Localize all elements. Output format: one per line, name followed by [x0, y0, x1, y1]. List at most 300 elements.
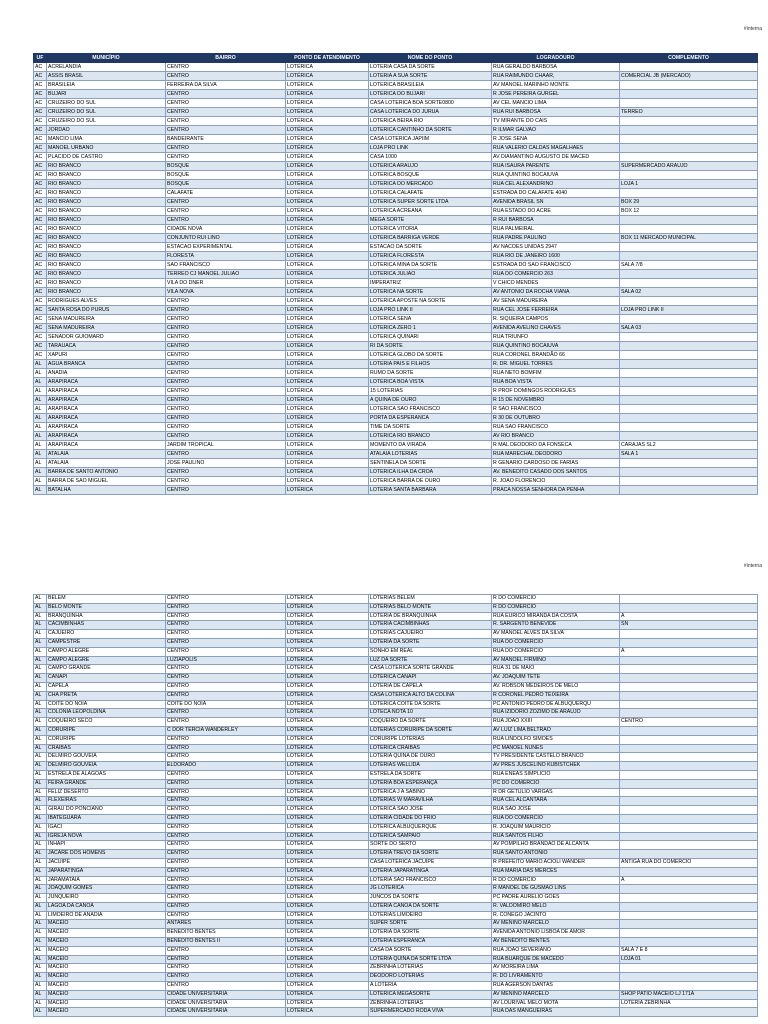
table-cell: AL — [34, 911, 47, 920]
table-cell: TV MIRANTE DO CAIS — [492, 117, 620, 126]
table-cell: RUA RUI BARBOSA — [492, 108, 620, 117]
table-cell: CENTRO — [166, 342, 286, 351]
table-cell: LOTERIA ESPERANCA — [369, 938, 492, 947]
table-cell: AV MANOEL FIRMINO — [492, 656, 620, 665]
table-cell: LOTERICA RIO BRANCO — [369, 432, 492, 441]
table-cell: LOTERICA BOSQUE — [369, 171, 492, 180]
table-cell: AV PRES JUSCELINO KUBISTCHEK — [492, 762, 620, 771]
table-cell: MACEIO — [47, 946, 166, 955]
table-cell: AV MENINO MARCELO — [492, 920, 620, 929]
table-cell: AL — [34, 387, 47, 396]
table-cell: AL — [34, 850, 47, 859]
table-cell: V CHICO MENDES — [492, 279, 620, 288]
table-cell: ANADIA — [47, 369, 166, 378]
table-cell: AL — [34, 788, 47, 797]
table-cell: TARAUACA — [47, 342, 166, 351]
table-cell: LOTERICA DO BUJARI — [369, 90, 492, 99]
table-cell: RIO BRANCO — [47, 243, 166, 252]
table-cell: CENTRO — [166, 832, 286, 841]
table-cell: LOTÉRICA — [286, 647, 369, 656]
table-cell: MACEIO — [47, 1008, 166, 1017]
table-cell: BATALHA — [47, 486, 166, 495]
table-cell: SAO FRANCISCO — [166, 261, 286, 270]
table-cell: RUA IZIDORIO ZOZIMO DE ARAUJO — [492, 709, 620, 718]
table-cell: XAPURI — [47, 351, 166, 360]
table-cell: BRASILEIA — [47, 81, 166, 90]
table-cell: LOTÉRICA — [286, 63, 369, 72]
table-cell: CENTRO — [166, 99, 286, 108]
table-cell — [620, 726, 758, 735]
table-cell: LUZ DA SORTE — [369, 656, 492, 665]
table-cell: DEODORO LOTERIAS — [369, 973, 492, 982]
table-cell: R ILMAR GALVAO — [492, 126, 620, 135]
table-cell: CENTRO — [166, 770, 286, 779]
table-row — [34, 414, 758, 423]
table-cell: AL — [34, 726, 47, 735]
table-cell: CENTRO — [166, 207, 286, 216]
table-cell: SN — [620, 621, 758, 630]
table-cell: LOTERIAS LIMOEIRO — [369, 911, 492, 920]
table-cell: AL — [34, 753, 47, 762]
table-cell: RUA SANTOS FILHO — [492, 832, 620, 841]
table-cell: AL — [34, 682, 47, 691]
table-cell: AC — [34, 63, 47, 72]
table-cell: AV POMPILHO BRANDAO DE ALCANTA — [492, 841, 620, 850]
table-body — [34, 63, 758, 495]
table-cell: ESTRELA DA SORTE — [369, 770, 492, 779]
table-cell: CENTRO — [166, 198, 286, 207]
table-cell: CRAIBAS — [47, 744, 166, 753]
table-cell: BANDEIRANTE — [166, 135, 286, 144]
table-cell: CASA DA SORTE — [369, 946, 492, 955]
table-cell: CASA LOTERICA DO JURUA — [369, 108, 492, 117]
table-cell: AC — [34, 297, 47, 306]
table-cell: R 30 DE OUTUBRO — [492, 414, 620, 423]
table-row — [34, 225, 758, 234]
table-cell: SALA 03 — [620, 324, 758, 333]
table-cell: LOTÉRICA — [286, 378, 369, 387]
table-row — [34, 806, 758, 815]
table-cell: RUA CORONEL BRANDÃO 66 — [492, 351, 620, 360]
table-cell: AC — [34, 135, 47, 144]
table-cell: LOTÉRICA — [286, 973, 369, 982]
table-cell: LOTÉRICA — [286, 126, 369, 135]
table-cell: LOTÉRICA — [286, 823, 369, 832]
table-row — [34, 387, 758, 396]
table-cell — [620, 788, 758, 797]
table-cell: AC — [34, 252, 47, 261]
table-cell: MACEIO — [47, 964, 166, 973]
table-cell — [620, 753, 758, 762]
table-cell: C DOR TERCIA WANDERLEY — [166, 726, 286, 735]
table-cell: LOTERIA DA SORTE — [369, 929, 492, 938]
table-cell: COITE DO NOIA — [47, 700, 166, 709]
table-cell: AC — [34, 72, 47, 81]
table-row — [34, 486, 758, 495]
table-cell: AV BENEDITO BENTES — [492, 938, 620, 947]
table-cell: LOTÉRICA — [286, 297, 369, 306]
table-row — [34, 306, 758, 315]
table-cell — [620, 902, 758, 911]
table-cell — [620, 126, 758, 135]
table-cell: BOX 12 — [620, 207, 758, 216]
table-row — [34, 832, 758, 841]
points-table-page-2 — [33, 594, 758, 1017]
table-cell: LOTERICA ILHA DA CROA — [369, 468, 492, 477]
table-cell: AC — [34, 306, 47, 315]
table-cell: LOTÉRICA — [286, 612, 369, 621]
table-cell: AVENIDA BRASIL SN — [492, 198, 620, 207]
table-cell: AGUA BRANCA — [47, 360, 166, 369]
table-cell: CENTRO — [166, 779, 286, 788]
table-cell: RIO BRANCO — [47, 198, 166, 207]
table-cell: DELMIRO GOUVEIA — [47, 753, 166, 762]
table-cell: ESTRADA DO SAO FRANCISCO — [492, 261, 620, 270]
table-cell: AL — [34, 823, 47, 832]
table-row — [34, 841, 758, 850]
table-cell: RIO BRANCO — [47, 207, 166, 216]
table-row — [34, 72, 758, 81]
table-cell: AL — [34, 459, 47, 468]
table-row — [34, 441, 758, 450]
table-cell: CORURIPE LOTERIAS — [369, 735, 492, 744]
table-row — [34, 779, 758, 788]
table-row — [34, 180, 758, 189]
table-cell: AC — [34, 81, 47, 90]
table-cell: LOTERIA DA SORTE — [369, 638, 492, 647]
table-cell: RUA JOAO XXIII — [492, 718, 620, 727]
table-cell — [620, 779, 758, 788]
table-cell: AC — [34, 198, 47, 207]
classification-label: #interna — [743, 563, 762, 569]
table-cell: R CORONEL PEDRO TEIXEIRA — [492, 691, 620, 700]
table-cell: FLORESTA — [166, 252, 286, 261]
table-cell: SENA MADUREIRA — [47, 315, 166, 324]
table-cell: LOTÉRICA — [286, 90, 369, 99]
table-cell: AC — [34, 207, 47, 216]
table-cell: TERREO CJ MANOEL JULIAO — [166, 270, 286, 279]
table-cell: AV. JOAQUIM TETE — [492, 674, 620, 683]
table-cell: LOTERIA CANOA DA SORTE — [369, 902, 492, 911]
table-cell: RUA CEL ALCANTARA — [492, 797, 620, 806]
table-cell: RUA SANTO ANTONIO — [492, 850, 620, 859]
table-cell: R RUI BARBOSA — [492, 216, 620, 225]
table-cell: R. SIQUEIRA CAMPOS — [492, 315, 620, 324]
table-cell: CASA LOTERICA BOA SORTE0800 — [369, 99, 492, 108]
table-cell — [620, 189, 758, 198]
table-cell: BARRA DE SANTO ANTONIO — [47, 468, 166, 477]
table-cell: CACIMBINHAS — [47, 621, 166, 630]
table-cell: LOTERIA CACIMBINHAS — [369, 621, 492, 630]
table-cell: LAGOA DA CANOA — [47, 902, 166, 911]
table-cell: LOTÉRICA — [286, 225, 369, 234]
table-cell: LOTÉRICA — [286, 691, 369, 700]
table-cell: LOTERIA DE CAPELA — [369, 682, 492, 691]
table-row — [34, 315, 758, 324]
table-cell: LOTÉRICA — [286, 369, 369, 378]
table-row — [34, 762, 758, 771]
table-cell: AL — [34, 647, 47, 656]
table-cell — [620, 477, 758, 486]
table-row — [34, 234, 758, 243]
table-cell: CIDADE UNIVERSITARIA — [166, 999, 286, 1008]
table-row — [34, 153, 758, 162]
table-cell: AL — [34, 656, 47, 665]
table-cell: ARAPIRACA — [47, 396, 166, 405]
table-cell: LOTÉRICA — [286, 718, 369, 727]
table-cell: CENTRO — [166, 841, 286, 850]
table-row — [34, 216, 758, 225]
table-cell: RIO BRANCO — [47, 162, 166, 171]
table-row — [34, 823, 758, 832]
table-cell: CENTRO — [166, 595, 286, 604]
table-cell: RODRIGUES ALVES — [47, 297, 166, 306]
table-cell: LOTÉRICA — [286, 876, 369, 885]
table-cell: AC — [34, 144, 47, 153]
table-cell — [620, 369, 758, 378]
table-row — [34, 867, 758, 876]
table-cell — [620, 279, 758, 288]
table-cell: LOTERICA ARAUJO — [369, 162, 492, 171]
table-row — [34, 850, 758, 859]
table-cell: AL — [34, 423, 47, 432]
table-cell: ARAPIRACA — [47, 378, 166, 387]
table-cell: LOTERIAS WELLIDA — [369, 762, 492, 771]
table-cell: CENTRO — [166, 867, 286, 876]
table-cell: CHA PRETA — [47, 691, 166, 700]
table-cell: CENTRO — [166, 369, 286, 378]
table-cell: LOTERICA JULIAO — [369, 270, 492, 279]
table-cell: ARAPIRACA — [47, 441, 166, 450]
table-row — [34, 360, 758, 369]
table-cell: CAPELA — [47, 682, 166, 691]
table-cell: PC PADRE AURELIO GOES — [492, 894, 620, 903]
table-cell: LOTÉRICA — [286, 885, 369, 894]
table-cell: CASA LOTERICA ALTO DA COLINA — [369, 691, 492, 700]
table-cell: ARAPIRACA — [47, 387, 166, 396]
table-cell: AV RIO BRANCO — [492, 432, 620, 441]
table-cell — [620, 387, 758, 396]
table-cell: SHOP PATIO MACEIO LJ 171A — [620, 990, 758, 999]
table-cell — [620, 1008, 758, 1017]
table-cell — [620, 252, 758, 261]
table-header — [34, 54, 758, 63]
table-cell — [620, 850, 758, 859]
table-row — [34, 990, 758, 999]
table-cell: MEGA SORTE — [369, 216, 492, 225]
table-cell: R. JOAO FLORENCIO — [492, 477, 620, 486]
table-cell: R. DR. MIGUEL TORRES — [492, 360, 620, 369]
table-cell — [620, 735, 758, 744]
table-cell: VILA NOVA — [166, 288, 286, 297]
table-cell — [620, 486, 758, 495]
table-cell: CENTRO — [166, 351, 286, 360]
table-cell: SUPERMERCADO ARAUJO — [620, 162, 758, 171]
table-cell: LOTÉRICA — [286, 117, 369, 126]
table-cell — [620, 595, 758, 604]
table-cell: LOTÉRICA — [286, 753, 369, 762]
table-cell: CENTRO — [166, 432, 286, 441]
table-cell: LOTERICA CANTINHO DA SORTE — [369, 126, 492, 135]
table-row — [34, 423, 758, 432]
table-cell — [620, 744, 758, 753]
table-cell: LOTERICA SENA — [369, 315, 492, 324]
table-cell: SALA 7 E 8 — [620, 946, 758, 955]
table-cell: RUA DAS MANGUEIRAS — [492, 1008, 620, 1017]
table-cell: AV DIAMANTINO AUGUSTO DE MACED — [492, 153, 620, 162]
table-cell: LOTERIA SAO FRANCISCO — [369, 876, 492, 885]
table-cell: LOTERICA SAO FRANCISCO — [369, 405, 492, 414]
table-cell: SENADOR GUIOMARD — [47, 333, 166, 342]
table-cell: AL — [34, 858, 47, 867]
table-cell: RUA VALERIO CALDAS MAGALHAES — [492, 144, 620, 153]
table-cell: RUMO DA SORTE — [369, 369, 492, 378]
table-cell: AC — [34, 315, 47, 324]
table-cell: LOTERICA NA SORTE — [369, 288, 492, 297]
table-cell: AV LUIZ LIMA BELTRAO — [492, 726, 620, 735]
table-cell: LOTÉRICA — [286, 432, 369, 441]
table-cell: LOTÉRICA — [286, 135, 369, 144]
table-cell: CENTRO — [166, 885, 286, 894]
table-cell: RUA ESTADO DO ACRE — [492, 207, 620, 216]
table-cell: AL — [34, 735, 47, 744]
table-cell: CAMPO ALEGRE — [47, 656, 166, 665]
table-row — [34, 297, 758, 306]
table-cell: AC — [34, 261, 47, 270]
table-cell: CENTRO — [166, 63, 286, 72]
table-cell: AL — [34, 894, 47, 903]
table-row — [34, 81, 758, 90]
table-cell: COQUEIRO DA SORTE — [369, 718, 492, 727]
table-cell: LOTERICA QUINARI — [369, 333, 492, 342]
table-row — [34, 468, 758, 477]
table-cell — [620, 414, 758, 423]
table-cell: AL — [34, 621, 47, 630]
table-row — [34, 911, 758, 920]
table-row — [34, 342, 758, 351]
table-cell: 15 LOTERIAS — [369, 387, 492, 396]
table-cell: AVENIDA ANTONIO LISBOA DE AMOR — [492, 929, 620, 938]
table-cell: LOTERIA A SUA SORTE — [369, 72, 492, 81]
table-cell: JACARE DOS HOMENS — [47, 850, 166, 859]
table-cell: CENTRO — [166, 117, 286, 126]
table-cell: LIMOEIRO DE ANADIA — [47, 911, 166, 920]
table-row — [34, 252, 758, 261]
table-cell: JG LOTERICA — [369, 885, 492, 894]
table-cell — [620, 894, 758, 903]
table-cell: PC DO COMERCIO — [492, 779, 620, 788]
table-cell: JARAMATAIA — [47, 876, 166, 885]
table-cell: RUA JOAO SEVERIANO — [492, 946, 620, 955]
table-row — [34, 207, 758, 216]
table-cell: AC — [34, 279, 47, 288]
table-cell: LOTÉRICA — [286, 920, 369, 929]
table-cell: CENTRO — [166, 324, 286, 333]
table-cell: AL — [34, 450, 47, 459]
table-cell — [620, 297, 758, 306]
table-cell: FLEXEIRAS — [47, 797, 166, 806]
table-cell: CENTRO — [166, 108, 286, 117]
table-cell: MOMENTO DA VIRADA — [369, 441, 492, 450]
table-row — [34, 656, 758, 665]
table-cell: LOTÉRICA — [286, 180, 369, 189]
table-cell: AL — [34, 876, 47, 885]
table-cell: LOTÉRICA — [286, 252, 369, 261]
table-cell: CAMPESTRE — [47, 638, 166, 647]
table-cell: LOTERICA ACREANA — [369, 207, 492, 216]
table-cell: CENTRO — [166, 153, 286, 162]
table-cell: CENTRO — [620, 718, 758, 727]
table-cell — [620, 806, 758, 815]
table-cell: RUA CEL ALEXANDRINO — [492, 180, 620, 189]
table-cell: LOTERICA MEGASORTE — [369, 990, 492, 999]
table-cell: LOTÉRICA — [286, 744, 369, 753]
table-cell: LOTÉRICA — [286, 630, 369, 639]
table-cell: RUA PALMEIRAL — [492, 225, 620, 234]
table-cell: LOTÉRICA — [286, 72, 369, 81]
table-cell: AL — [34, 867, 47, 876]
table-cell — [620, 638, 758, 647]
classification-label: #interna — [743, 26, 762, 32]
table-cell: CENTRO — [166, 850, 286, 859]
table-cell: JACUIPE — [47, 858, 166, 867]
table-cell: A — [620, 612, 758, 621]
table-row — [34, 63, 758, 72]
table-cell: LOTÉRICA — [286, 990, 369, 999]
table-cell: LOTÉRICA — [286, 306, 369, 315]
table-cell: RUA SAO FRANCISCO — [492, 423, 620, 432]
table-row — [34, 378, 758, 387]
table-cell: R. JOAQUIM MAURICIO — [492, 823, 620, 832]
table-cell: LOJA PRO LINK II — [620, 306, 758, 315]
table-cell: CENTRO — [166, 647, 286, 656]
table-cell: RUA DO COMERCIO 263 — [492, 270, 620, 279]
table-cell: MACEIO — [47, 920, 166, 929]
table-cell: CENTRO — [166, 477, 286, 486]
table-row — [34, 108, 758, 117]
table-cell: CASA LOTERICA JAPIIM — [369, 135, 492, 144]
table-cell: AV SENA MADUREIRA — [492, 297, 620, 306]
table-cell — [620, 885, 758, 894]
table-cell — [620, 81, 758, 90]
table-cell: LOTÉRICA — [286, 735, 369, 744]
table-cell: MACEIO — [47, 999, 166, 1008]
table-cell: LOTERICA SAO JOSE — [369, 806, 492, 815]
table-cell: LOTECA NOTA 10 — [369, 709, 492, 718]
table-cell: AV MANOEL MARINHO MONTE — [492, 81, 620, 90]
table-cell: LOTÉRICA — [286, 216, 369, 225]
table-cell — [620, 135, 758, 144]
table-cell: CAMPO GRANDE — [47, 665, 166, 674]
table-cell: LOTÉRICA — [286, 999, 369, 1008]
table-cell: RUA NETO BOMFIM — [492, 369, 620, 378]
table-cell: GIRAU DO PONCIANO — [47, 806, 166, 815]
table-cell: AL — [34, 396, 47, 405]
table-cell: LOTÉRICA — [286, 441, 369, 450]
table-row — [34, 351, 758, 360]
table-cell: LOTÉRICA — [286, 81, 369, 90]
table-row — [34, 324, 758, 333]
table-row — [34, 902, 758, 911]
table-row — [34, 1008, 758, 1017]
table-cell: CENTRO — [166, 814, 286, 823]
table-cell: JUNCOS DA SORTE — [369, 894, 492, 903]
table-cell: LOTÉRICA — [286, 964, 369, 973]
table-row — [34, 876, 758, 885]
table-cell: MACEIO — [47, 990, 166, 999]
table-cell: RUA SAO JOSE — [492, 806, 620, 815]
table-cell: CENTRO — [166, 378, 286, 387]
